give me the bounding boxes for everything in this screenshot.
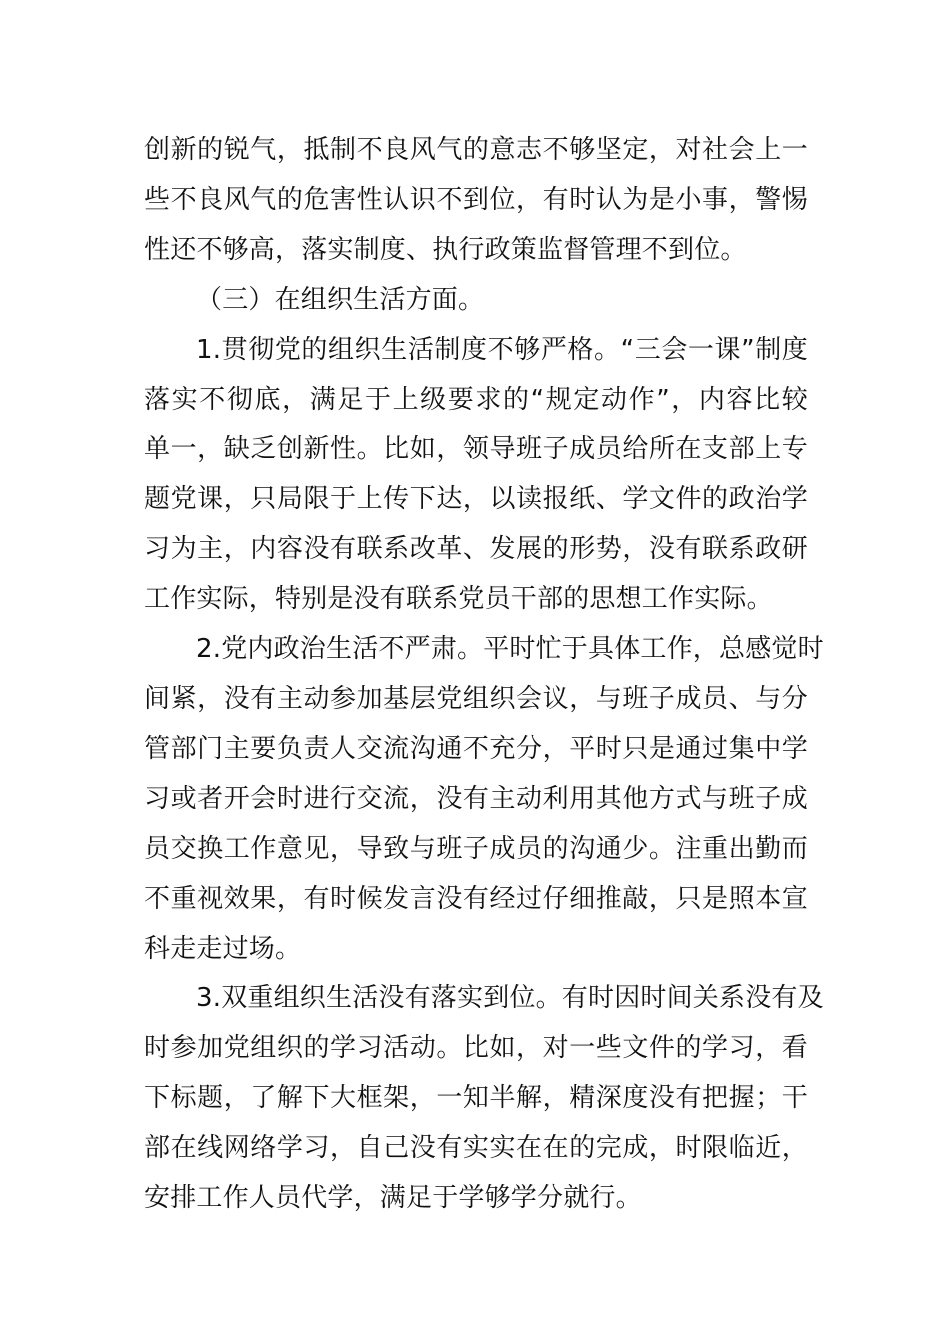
text-line: 工作实际，特别是没有联系党员干部的思想工作实际。 [144, 584, 773, 615]
text-line: 员交换工作意见，导致与班子成员的沟通少。注重出勤而 [144, 833, 808, 864]
text-line: 单一，缺乏创新性。比如，领导班子成员给所在支部上专 [144, 434, 808, 465]
text-line: 2.党内政治生活不严肃。平时忙于具体工作，总感觉时 [196, 634, 824, 665]
text-line: 间紧，没有主动参加基层党组织会议，与班子成员、与分 [144, 683, 808, 714]
text-line: 习为主，内容没有联系改革、发展的形势，没有联系政研 [144, 534, 808, 565]
paragraph-item-3 [144, 974, 824, 1224]
text-line: 习或者开会时进行交流，没有主动利用其他方式与班子成 [144, 783, 808, 814]
text-line: 部在线网络学习，自己没有实实在在的完成，时限临近， [144, 1133, 808, 1164]
text-line: 科走走过场。 [144, 933, 302, 964]
document-body [144, 126, 824, 1224]
text-line: 安排工作人员代学，满足于学够学分就行。 [144, 1183, 642, 1214]
paragraph-item-2 [144, 625, 824, 974]
text-line: 时参加党组织的学习活动。比如，对一些文件的学习，看 [144, 1033, 808, 1064]
paragraph-continuation [144, 126, 808, 276]
paragraph-item-1 [144, 326, 808, 625]
text-line: 些不良风气的危害性认识不到位，有时认为是小事，警惕 [144, 184, 808, 215]
heading-text: （三）在组织生活方面。 [196, 284, 485, 315]
text-line: 1.贯彻党的组织生活制度不够严格。“三会一课”制度 [196, 334, 808, 365]
text-line: 落实不彻底，满足于上级要求的“规定动作”，内容比较 [144, 384, 808, 415]
text-line: 性还不够高，落实制度、执行政策监督管理不到位。 [144, 234, 747, 265]
text-line: 管部门主要负责人交流沟通不充分，平时只是通过集中学 [144, 733, 808, 764]
text-line: 创新的锐气，抵制不良风气的意志不够坚定，对社会上一 [144, 135, 808, 165]
text-line: 3.双重组织生活没有落实到位。有时因时间关系没有及 [196, 983, 824, 1014]
text-line: 题党课，只局限于上传下达，以读报纸、学文件的政治学 [144, 484, 808, 515]
text-line: 不重视效果，有时候发言没有经过仔细推敲，只是照本宣 [144, 883, 808, 914]
text-line: 下标题，了解下大框架，一知半解，精深度没有把握；干 [144, 1083, 808, 1114]
section-heading [144, 276, 808, 326]
